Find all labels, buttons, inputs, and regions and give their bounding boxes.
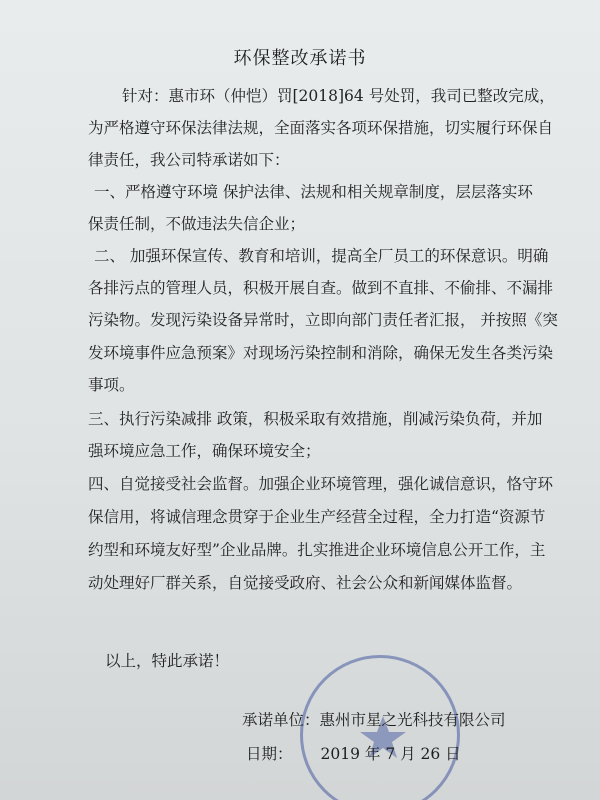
paragraph-line: 约型和环境友好型”企业品牌。扎实推进企业环境信息公开工作，主 xyxy=(88,541,546,559)
document-title: 环保整改承诺书 xyxy=(233,48,367,69)
signature-date-label: 日期： xyxy=(246,745,293,763)
signature-unit-label: 承诺单位： xyxy=(242,711,320,729)
closing-statement: 以上，特此承诺！ xyxy=(105,652,230,670)
paragraph-line: 保责任制，不做违法失信企业； xyxy=(88,215,306,233)
paragraph-line: 针对：惠市环（仲恺）罚[2018]64 号处罚，我司已整改完成， xyxy=(122,87,555,105)
signature-unit xyxy=(242,708,506,730)
paragraph-line: 发环境事件应急预案》对现场污染控制和消除，确保无发生各类污染 xyxy=(88,344,554,362)
paragraph-line: 保信用，将诚信理念贯穿于企业生产经营全过程，全力打造“资源节 xyxy=(88,508,546,526)
paragraph-line: 各排污点的管理人员，积极开展自查。做到不直排、不偷排、不漏排 xyxy=(88,279,554,297)
paragraph-line: 三、执行污染减排 政策，积极采取有效措施，削减污染负荷，并加 xyxy=(88,410,543,428)
paragraph-line: 动处理好厂群关系，自觉接受政府、社会公众和新闻媒体监督。 xyxy=(88,574,523,592)
signature-date xyxy=(246,742,461,764)
signature-unit-value: 惠州市星之光科技有限公司 xyxy=(319,711,506,729)
paragraph-line: 一、严格遵守环境 保护法律、法规和相关规章制度，层层落实环 xyxy=(94,183,533,201)
paragraph-line: 四、自觉接受社会监督。加强企业环境管理，强化诚信意识，恪守环 xyxy=(88,475,554,493)
paragraph-line: 强环境应急工作，确保环境安全； xyxy=(88,442,321,460)
paragraph-line: 二、 加强环保宣传、教育和培训，提高全厂员工的环保意识。明确 xyxy=(94,247,549,265)
signature-date-value: 2019 年 7 月 26 日 xyxy=(320,745,461,763)
paragraph-line: 事项。 xyxy=(88,376,135,394)
paragraph-line: 污染物。发现污染设备异常时，立即向部门责任者汇报， 并按照《突 xyxy=(88,311,558,329)
paragraph-line: 为严格遵守环保法律法规，全面落实各项环保措施，切实履行环保自 xyxy=(88,119,554,137)
paragraph-line: 律责任，我公司特承诺如下： xyxy=(88,151,290,169)
